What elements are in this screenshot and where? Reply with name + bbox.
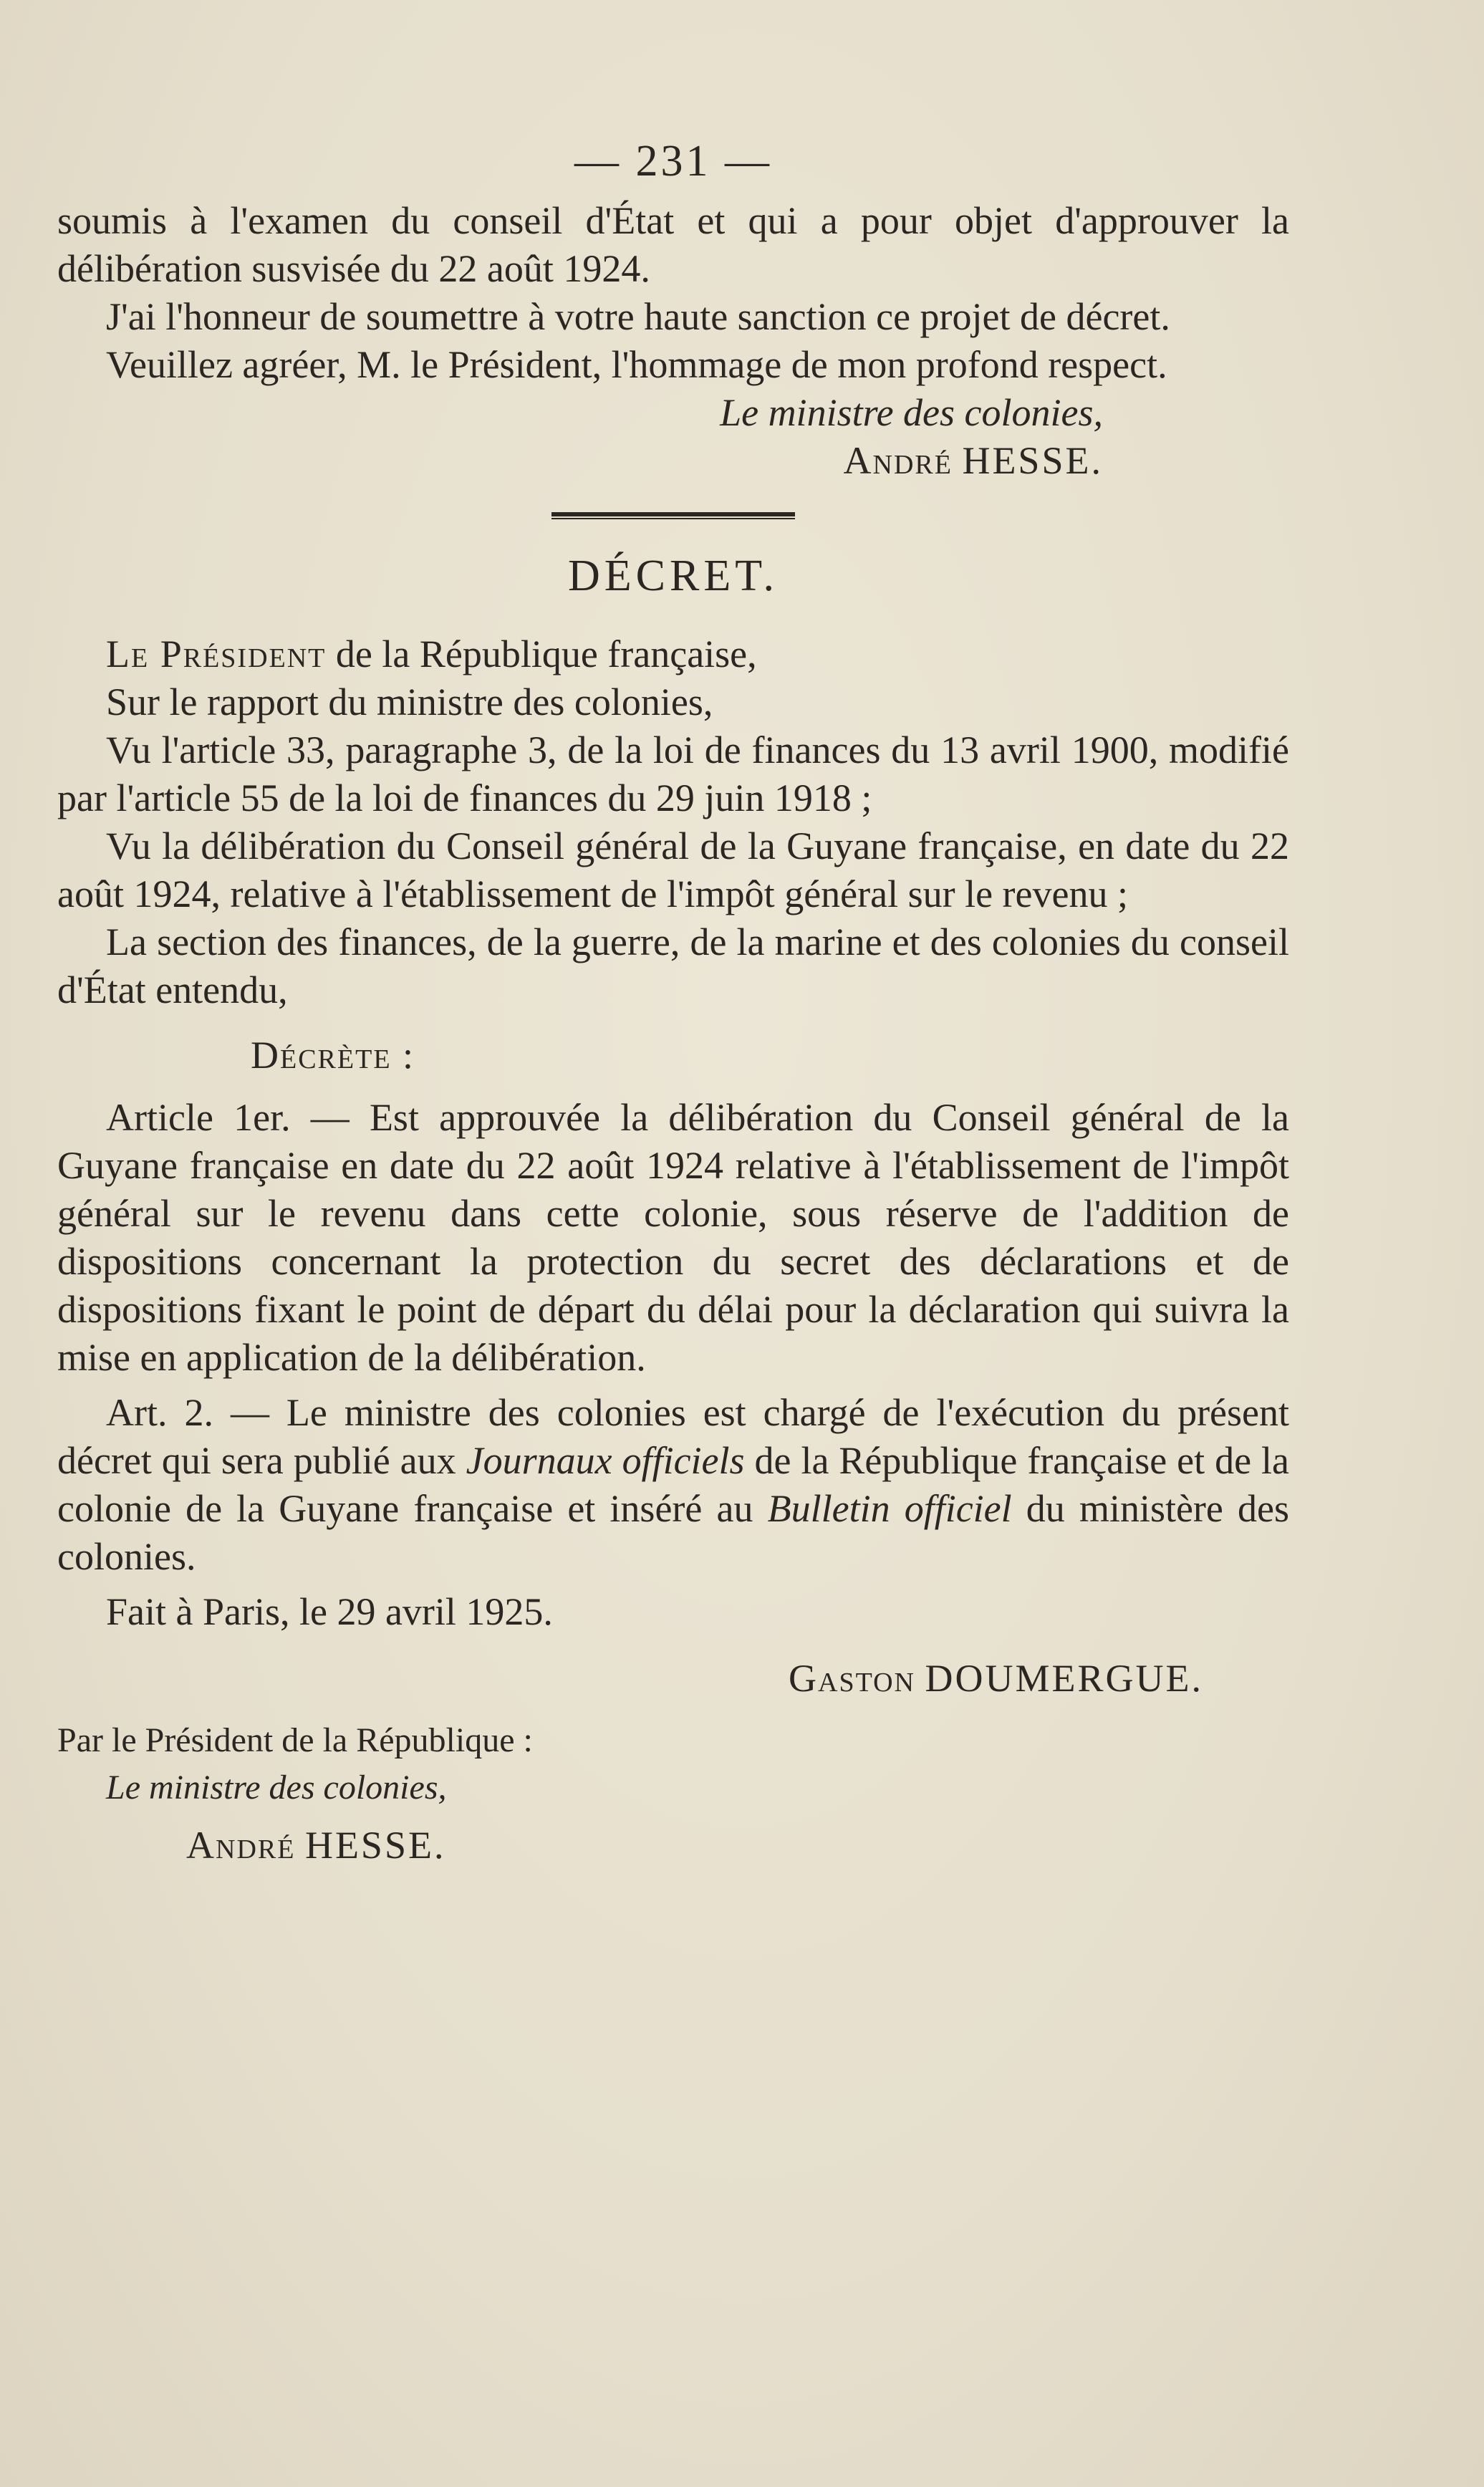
decree-section-entendu: La section des finances, de la guerre, de la marine et des colonies du conseil d'État entendu,: [57, 920, 1289, 1011]
section-divider: [551, 512, 795, 519]
page-number: — 231 —: [574, 137, 772, 186]
decree-heading: DÉCRET.: [568, 552, 779, 600]
letter-signer: [57, 437, 1289, 485]
letter-signer-prefix: André: [843, 439, 953, 482]
decree-signer-prefix: Gaston: [789, 1657, 915, 1700]
decree-vu-deliberation: Vu la délibération du Conseil général de la Guyane française, en date du 22 août 1924, relative à l'établissement de l'impôt général sur le revenu ;: [57, 824, 1289, 915]
decree-fait-a-paris: Fait à Paris, le 29 avril 1925.: [106, 1590, 553, 1633]
article-2-text-c: du ministère des colonies.: [57, 1487, 1289, 1578]
president-rest: de la République française,: [335, 632, 757, 675]
article-2-text-a: — Le ministre des colonies est chargé de l'exécution du présent décret qui sera publié aux: [57, 1391, 1290, 1482]
article-2-journaux: Journaux officiels: [466, 1439, 745, 1482]
decree-article-2: [57, 1389, 1289, 1581]
letter-signer-name: HESSE.: [962, 439, 1103, 482]
par-le-president: Par le Président de la République :: [57, 1721, 533, 1759]
article-2-text-b: de la République française et de la colonie de la Guyane française et inséré au: [57, 1439, 1289, 1530]
decree-signer: [57, 1655, 1289, 1703]
letter-paragraph-1: soumis à l'examen du conseil d'État et qui a pour objet d'approuver la délibération susvisée du 22 août 1924.: [57, 199, 1289, 290]
article-1-text: — Est approuvée la délibération du Conseil général de la Guyane française en date du 22 août 1924 relative à l'établissement de l'impôt général sur le revenu dans cette colonie, sous réserve de l'addition de dispositions concernant la protection du secret des déclarations et de dispositions fixant le point de départ du délai pour la déclaration qui suivra la mise en application de la délibération.: [57, 1096, 1289, 1379]
article-2-label: Art. 2.: [106, 1391, 213, 1434]
decree-vu-article: Vu l'article 33, paragraphe 3, de la loi de finances du 13 avril 1900, modifié par l'article 55 de la loi de finances du 29 juin 1918 ;: [57, 728, 1289, 819]
article-2-bulletin: Bulletin officiel: [767, 1487, 1012, 1530]
letter-signer-title: Le ministre des colonies,: [720, 391, 1103, 434]
decree-sur-rapport: Sur le rapport du ministre des colonies,: [106, 680, 713, 723]
article-1-label: Article 1er.: [106, 1096, 291, 1139]
president-prefix: Le Président: [106, 632, 327, 675]
letter-paragraph-3: Veuillez agréer, M. le Président, l'hommage de mon profond respect.: [106, 343, 1167, 386]
decree-signer-name: DOUMERGUE.: [925, 1657, 1203, 1700]
decree-decrete: Décrète :: [251, 1034, 415, 1077]
minister-signer: [57, 1822, 1289, 1870]
minister-name: HESSE.: [304, 1824, 446, 1867]
decree-article-1: [57, 1094, 1289, 1382]
minister-title: Le ministre des colonies,: [106, 1769, 447, 1807]
text-column: [57, 136, 1289, 1870]
minister-prefix: André: [186, 1824, 296, 1867]
letter-paragraph-2: J'ai l'honneur de soumettre à votre haute sanction ce projet de décret.: [106, 295, 1170, 338]
decree-president-line: [57, 630, 1289, 678]
